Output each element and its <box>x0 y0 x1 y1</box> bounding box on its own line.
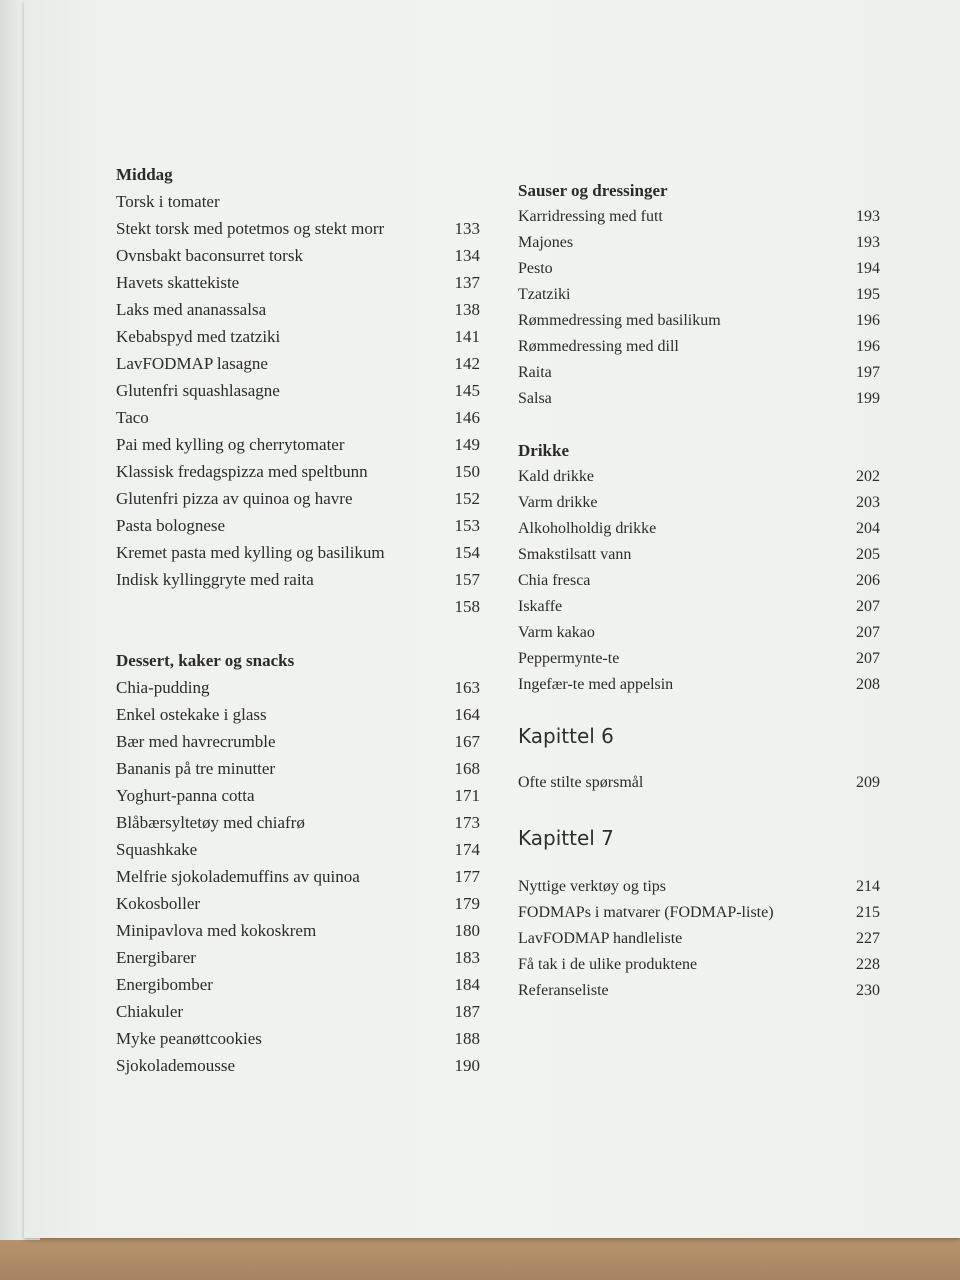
toc-entry-title: Indisk kyllinggryte med raita <box>116 570 314 589</box>
toc-list-drikke <box>518 464 880 698</box>
toc-entry-page-number: 207 <box>856 624 880 641</box>
toc-entry-page-number: 230 <box>856 982 880 999</box>
toc-entry <box>518 464 880 490</box>
toc-entry-page-number: 177 <box>454 867 480 886</box>
toc-entry-page-number: 209 <box>856 774 880 791</box>
toc-entry-page-number: 202 <box>856 468 880 485</box>
toc-entry-page-number: 149 <box>454 435 480 454</box>
toc-entry <box>518 900 880 926</box>
toc-entry-title: Pesto <box>518 260 553 277</box>
toc-list-sauser <box>518 204 880 412</box>
toc-entry-page-number: 184 <box>454 975 480 994</box>
toc-entry <box>116 917 480 944</box>
toc-entry <box>116 701 480 728</box>
toc-entry-title: Chia fresca <box>518 572 591 589</box>
toc-entry-title: Ovnsbakt baconsurret torsk <box>116 246 303 265</box>
toc-entry-title: Chia-pudding <box>116 678 210 697</box>
toc-entry-title: Kokosboller <box>116 894 201 913</box>
toc-entry <box>116 809 480 836</box>
toc-entry <box>116 431 480 458</box>
toc-entry <box>116 782 480 809</box>
toc-entry-title: Bær med havrecrumble <box>116 732 276 751</box>
toc-entry-page-number: 195 <box>856 286 880 303</box>
toc-entry <box>116 944 480 971</box>
toc-entry-title: Klassisk fredagspizza med speltbunn <box>116 462 368 481</box>
toc-entry-title: LavFODMAP handleliste <box>518 930 683 947</box>
toc-entry-page-number: 137 <box>454 273 480 292</box>
toc-entry <box>116 485 480 512</box>
toc-entry <box>116 728 480 755</box>
toc-entry <box>116 215 480 242</box>
toc-entry-title: Raita <box>518 364 552 381</box>
toc-entry <box>518 386 880 412</box>
toc-entry-title: Kebabspyd med tzatziki <box>116 327 281 346</box>
section-title-drikke: Drikke <box>518 441 569 460</box>
toc-entry-title: Laks med ananassalsa <box>116 300 267 319</box>
toc-entry-page-number: 142 <box>454 354 480 373</box>
toc-entry-page-number: 199 <box>856 390 880 407</box>
toc-entry-page-number: 205 <box>856 546 880 563</box>
toc-entry-title: Energibomber <box>116 975 213 994</box>
toc-entry <box>518 542 880 568</box>
toc-entry-page-number: 228 <box>856 956 880 973</box>
toc-entry-page-number: 196 <box>856 338 880 355</box>
toc-entry-page-number: 157 <box>454 570 480 589</box>
toc-entry-page-number: 215 <box>856 904 880 921</box>
toc-entry-page-number: 150 <box>454 462 480 481</box>
toc-entry-title: Stekt torsk med potetmos og stekt morr <box>116 219 385 238</box>
toc-entry-title: Kald drikke <box>518 468 594 485</box>
toc-entry-page-number: 227 <box>856 930 880 947</box>
toc-left-column <box>116 162 480 1079</box>
toc-entry-page-number: 168 <box>454 759 480 778</box>
toc-entry-title: Bananis på tre minutter <box>116 759 276 778</box>
toc-entry-page-number: 183 <box>454 948 480 967</box>
toc-entry-page-number: 179 <box>454 894 480 913</box>
toc-entry <box>116 188 480 215</box>
toc-entry-title: Energibarer <box>116 948 196 967</box>
toc-entry-title: Peppermynte-te <box>518 650 620 667</box>
toc-entry-title: Glutenfri pizza av quinoa og havre <box>116 489 353 508</box>
toc-entry-title: Kremet pasta med kylling og basilikum <box>116 543 385 562</box>
toc-list-kapittel6 <box>518 770 880 796</box>
toc-entry <box>518 204 880 230</box>
toc-list-dessert <box>116 674 480 1079</box>
toc-entry-title: Chiakuler <box>116 1002 184 1021</box>
toc-entry-page-number: 133 <box>454 219 480 238</box>
toc-entry-page-number: 190 <box>454 1056 480 1075</box>
toc-entry-title: Nyttige verktøy og tips <box>518 878 666 895</box>
toc-entry <box>116 755 480 782</box>
toc-entry-page-number: 193 <box>856 234 880 251</box>
toc-entry <box>518 926 880 952</box>
toc-entry <box>518 308 880 334</box>
toc-entry <box>116 674 480 701</box>
toc-entry-title: Pai med kylling og cherrytomater <box>116 435 345 454</box>
toc-entry-page-number: 174 <box>454 840 480 859</box>
toc-entry-page-number: 206 <box>856 572 880 589</box>
toc-entry-title: Varm kakao <box>518 624 595 641</box>
toc-entry-title: Salsa <box>518 390 552 407</box>
toc-entry <box>518 568 880 594</box>
toc-entry <box>116 836 480 863</box>
toc-entry <box>116 350 480 377</box>
toc-entry-title: Majones <box>518 234 574 251</box>
toc-entry <box>116 971 480 998</box>
toc-entry <box>518 594 880 620</box>
toc-entry <box>116 998 480 1025</box>
toc-entry-title: Glutenfri squashlasagne <box>116 381 280 400</box>
toc-entry-page-number: 153 <box>454 516 480 535</box>
toc-entry-title: Ingefær-te med appelsin <box>518 676 674 693</box>
toc-entry <box>518 978 880 1004</box>
toc-entry-page-number: 207 <box>856 650 880 667</box>
toc-entry-page-number: 204 <box>856 520 880 537</box>
chapter-heading-6: Kapittel 6 <box>518 724 614 748</box>
toc-entry <box>518 646 880 672</box>
toc-entry-page-number: 203 <box>856 494 880 511</box>
toc-entry-page-number: 188 <box>454 1029 480 1048</box>
toc-entry-title: Taco <box>116 408 149 427</box>
toc-entry-title: Tzatziki <box>518 286 571 303</box>
toc-entry <box>116 566 480 593</box>
section-title-dessert: Dessert, kaker og snacks <box>116 651 295 670</box>
toc-entry <box>518 874 880 900</box>
toc-entry <box>116 890 480 917</box>
toc-entry-page-number: 171 <box>454 786 480 805</box>
toc-entry-title: LavFODMAP lasagne <box>116 354 268 373</box>
toc-entry-title: Karridressing med futt <box>518 208 663 225</box>
toc-entry-page-number: 180 <box>454 921 480 940</box>
toc-entry-page-number: 141 <box>454 327 480 346</box>
toc-entry <box>116 404 480 431</box>
toc-entry-page-number: 173 <box>454 813 480 832</box>
toc-entry <box>116 539 480 566</box>
toc-entry-title: Pasta bolognese <box>116 516 226 535</box>
toc-entry <box>116 458 480 485</box>
toc-entry-page-number: 164 <box>454 705 480 724</box>
toc-entry-title: Squashkake <box>116 840 198 859</box>
toc-entry <box>116 512 480 539</box>
toc-entry <box>518 256 880 282</box>
toc-entry <box>116 323 480 350</box>
toc-entry-title: Torsk i tomater <box>116 192 220 211</box>
toc-entry-title: Ofte stilte spørsmål <box>518 774 644 791</box>
toc-entry <box>116 593 480 620</box>
chapter-heading-7: Kapittel 7 <box>518 826 614 850</box>
toc-entry-title: Enkel ostekake i glass <box>116 705 267 724</box>
toc-entry-title: Melfrie sjokolademuffins av quinoa <box>116 867 360 886</box>
toc-entry <box>518 230 880 256</box>
toc-entry-page-number: 194 <box>856 260 880 277</box>
toc-entry-title: Havets skattekiste <box>116 273 240 292</box>
toc-entry <box>116 242 480 269</box>
toc-entry-page-number: 167 <box>454 732 480 751</box>
toc-entry <box>116 296 480 323</box>
toc-entry-title: Blåbærsyltetøy med chiafrø <box>116 813 305 832</box>
toc-list-kapittel7 <box>518 874 880 1004</box>
toc-entry-title: Sjokolademousse <box>116 1056 235 1075</box>
toc-entry-page-number: 145 <box>454 381 480 400</box>
toc-entry <box>116 1025 480 1052</box>
toc-entry <box>116 269 480 296</box>
toc-entry-page-number: 208 <box>856 676 880 693</box>
toc-list-middag <box>116 188 480 620</box>
toc-entry <box>116 863 480 890</box>
toc-entry-page-number: 134 <box>454 246 480 265</box>
toc-entry-page-number: 163 <box>454 678 480 697</box>
section-title-middag: Middag <box>116 165 173 184</box>
toc-entry <box>518 490 880 516</box>
toc-entry-page-number: 193 <box>856 208 880 225</box>
toc-entry-title: Rømmedressing med basilikum <box>518 312 721 329</box>
toc-entry-page-number: 196 <box>856 312 880 329</box>
toc-entry <box>518 620 880 646</box>
toc-entry <box>518 334 880 360</box>
toc-entry-title: Rømmedressing med dill <box>518 338 679 355</box>
toc-entry-title: Minipavlova med kokoskrem <box>116 921 317 940</box>
toc-entry-title: FODMAPs i matvarer (FODMAP-liste) <box>518 904 774 921</box>
toc-entry-page-number: 197 <box>856 364 880 381</box>
toc-entry-page-number: 158 <box>454 597 480 616</box>
toc-entry <box>116 377 480 404</box>
toc-entry-title: Referanseliste <box>518 982 609 999</box>
toc-entry-title: Varm drikke <box>518 494 598 511</box>
toc-entry-page-number: 214 <box>856 878 880 895</box>
toc-entry-page-number: 152 <box>454 489 480 508</box>
toc-entry-title: Smakstilsatt vann <box>518 546 632 563</box>
toc-entry-page-number: 154 <box>454 543 480 562</box>
toc-right-column <box>518 178 880 1004</box>
toc-entry <box>116 1052 480 1079</box>
toc-entry <box>518 360 880 386</box>
toc-entry-title: Få tak i de ulike produktene <box>518 956 698 973</box>
toc-entry <box>518 770 880 796</box>
toc-entry-page-number: 187 <box>454 1002 480 1021</box>
toc-entry <box>518 952 880 978</box>
toc-entry-page-number: 207 <box>856 598 880 615</box>
toc-entry <box>518 516 880 542</box>
toc-entry-title: Yoghurt-panna cotta <box>116 786 255 805</box>
toc-entry-page-number: 146 <box>454 408 480 427</box>
toc-entry <box>518 282 880 308</box>
toc-entry-title: Alkoholholdig drikke <box>518 520 657 537</box>
toc-entry-title: Myke peanøttcookies <box>116 1029 262 1048</box>
toc-entry-page-number: 138 <box>454 300 480 319</box>
toc-entry <box>518 672 880 698</box>
toc-entry-title: Iskaffe <box>518 598 563 615</box>
section-title-sauser: Sauser og dressinger <box>518 181 668 200</box>
